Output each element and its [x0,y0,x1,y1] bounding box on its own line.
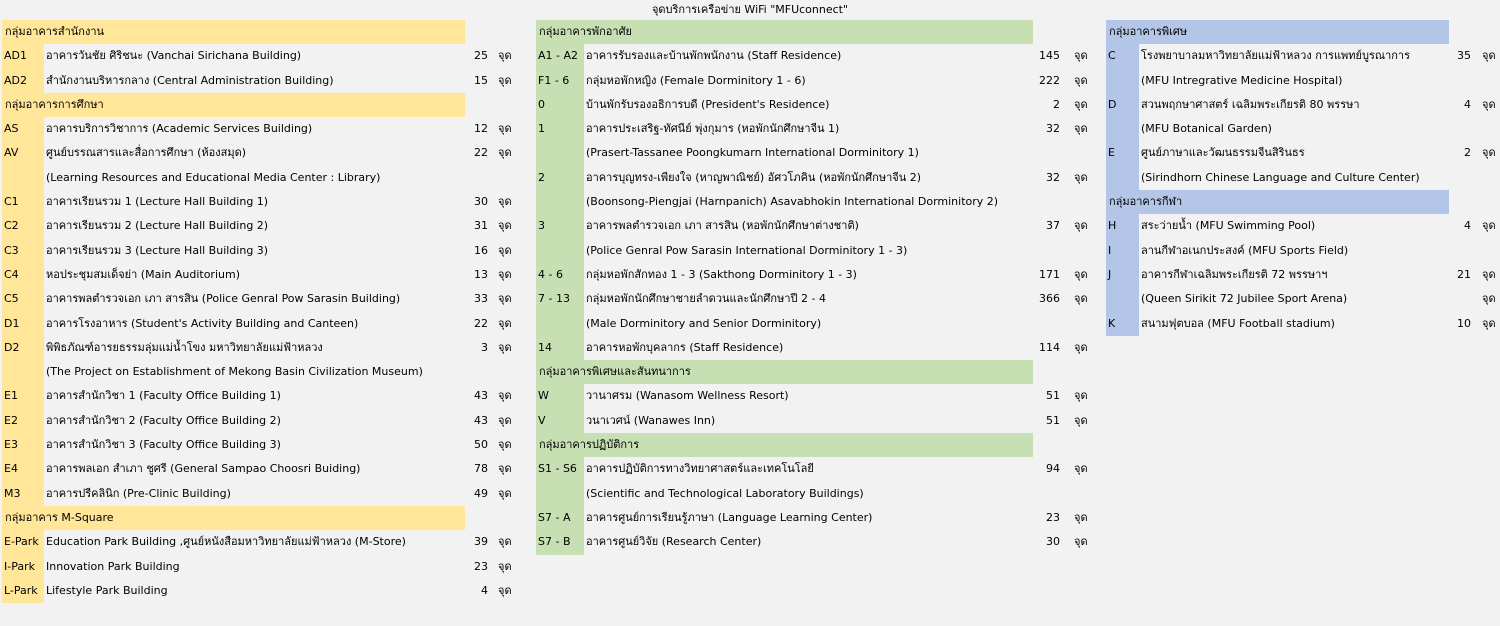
access-point-count: 35 [1457,49,1471,63]
group-header-label: กลุ่มอาคารปฏิบัติการ [536,433,1033,457]
access-point-count [442,360,488,384]
building-name: (MFU Intregrative Medicine Hospital) [1141,73,1343,87]
access-point-count: 22 [474,316,488,330]
access-point-count: 3 [481,340,488,354]
unit-label: จุด [498,49,512,63]
access-point-count: 30 [474,195,488,209]
building-code: AD2 [2,69,44,93]
unit-label: จุด [498,535,512,549]
building-code [536,141,584,165]
access-point-count: 4 [481,583,488,597]
access-point-count: 4 [1464,219,1471,233]
building-name: (Learning Resources and Educational Media Center : Library) [46,170,381,184]
building-name: อาคารสำนักวิชา 1 (Faculty Office Building 1) [46,389,281,403]
unit-label: จุด [1074,122,1088,136]
unit-label: จุด [1074,170,1088,184]
unit-label: จุด [1074,535,1088,549]
building-name: อาคารพลเอก สำเภา ชูศรี (General Sampao Choosri Buiding) [46,462,361,476]
building-code: C4 [2,263,44,287]
unit-label: จุด [1482,316,1496,330]
access-point-count: 32 [1046,170,1060,184]
building-code [2,166,44,190]
group-header-label: กลุ่มอาคารพักอาศัย [536,20,1033,44]
building-name: โรงพยาบาลมหาวิทยาลัยแม่ฟ้าหลวง การแพทย์บูรณาการ [1141,49,1411,63]
building-code: E2 [2,409,44,433]
access-point-count: 13 [474,267,488,281]
building-code [1106,287,1139,311]
access-point-count: 39 [474,535,488,549]
building-name: (Male Dorminitory and Senior Dorminitory) [586,316,822,330]
building-name: อาคารพลตำรวจเอก เภา สารสิน (Police Genral Pow Sarasin Building) [46,292,401,306]
building-code: C1 [2,190,44,214]
building-code: K [1106,312,1139,336]
building-name: อาคารเรียนรวม 2 (Lecture Hall Building 2) [46,219,269,233]
access-point-count: 145 [1039,49,1060,63]
building-code: D [1106,93,1139,117]
building-name: (Sirindhorn Chinese Language and Culture Center) [1141,170,1420,184]
building-name: วนาเวศน์ (Wanawes Inn) [586,413,716,427]
building-name: อาคารบริการวิชาการ (Academic Services Building) [46,122,313,136]
unit-label: จุด [1482,267,1496,281]
access-point-count: 51 [1046,413,1060,427]
building-code: AS [2,117,44,141]
building-name: Lifestyle Park Building [46,583,168,597]
building-code: AV [2,141,44,165]
building-code [536,239,584,263]
building-name: ศูนย์ภาษาและวัฒนธรรมจีนสิรินธร [1141,146,1305,160]
building-code: W [536,384,584,408]
building-code: S1 - S6 [536,457,584,481]
building-code [1106,166,1139,190]
page-title: จุดบริการเครือข่าย WiFi "MFUconnect" [651,3,849,16]
unit-label: จุด [1074,340,1088,354]
access-point-count [1016,312,1060,336]
access-point-count: 25 [474,49,488,63]
building-name: (Police Genral Pow Sarasin International Dorminitory 1 - 3) [586,243,908,257]
building-name: อาคารบุญทรง-เพียงใจ (หาญพาณิชย์) อัศวโภคิน (หอพักนักศึกษาจีน 2) [586,170,922,184]
access-point-count: 222 [1039,73,1060,87]
access-point-count [1016,141,1060,165]
unit-label: จุด [498,267,512,281]
unit-label: จุด [498,219,512,233]
building-name: อาคารรับรองและบ้านพักพนักงาน (Staff Residence) [586,49,842,63]
building-name: (The Project on Establishment of Mekong Basin Civilization Museum) [46,365,423,379]
building-code: 0 [536,93,584,117]
building-code: E [1106,141,1139,165]
building-name: Education Park Building ,ศูนย์หนังสือมหาวิทยาลัยแม่ฟ้าหลวง (M-Store) [46,535,406,549]
building-name: สวนพฤกษาศาสตร์ เฉลิมพระเกียรติ 80 พรรษา [1141,97,1360,111]
access-point-count: 171 [1039,267,1060,281]
access-point-count: 23 [1046,510,1060,524]
access-point-count: 15 [474,73,488,87]
access-point-count: 114 [1039,340,1060,354]
building-code: E-Park [2,530,44,554]
building-name: อาคารประเสริฐ-ทัศนีย์ พุ่งกุมาร (หอพักนักศึกษาจีน 1) [586,122,840,136]
access-point-count: 33 [474,292,488,306]
building-code: I [1106,239,1139,263]
building-code: F1 - 6 [536,69,584,93]
building-name: อาคารปรีคลินิก (Pre-Clinic Building) [46,486,231,500]
building-code: L-Park [2,579,44,603]
unit-label: จุด [1074,510,1088,524]
unit-label: จุด [498,438,512,452]
unit-label: จุด [498,146,512,160]
access-point-count: 2 [1053,97,1060,111]
building-code: 2 [536,166,584,190]
building-code: D2 [2,336,44,360]
access-point-count: 22 [474,146,488,160]
access-point-count [1436,239,1471,263]
unit-label: จุด [498,292,512,306]
building-code: E1 [2,384,44,408]
building-code: S7 - A [536,506,584,530]
access-point-count: 10 [1457,316,1471,330]
building-code: H [1106,214,1139,238]
building-name: อาคารเรียนรวม 1 (Lecture Hall Building 1) [46,195,269,209]
building-code: C [1106,44,1139,68]
unit-label: จุด [1074,462,1088,476]
unit-label: จุด [498,413,512,427]
group-header-label: กลุ่มอาคารกีฬา [1106,190,1449,214]
building-code [536,482,584,506]
building-name: ลานกีฬาอเนกประสงค์ (MFU Sports Field) [1141,243,1349,257]
unit-label: จุด [498,195,512,209]
building-name: อาคารกีฬาเฉลิมพระเกียรติ 72 พรรษาฯ [1141,267,1328,281]
group-header-label: กลุ่มอาคารสำนักงาน [2,20,465,44]
building-name: อาคารพลตำรวจเอก เภา สารสิน (หอพักนักศึกษาต่างชาติ) [586,219,859,233]
unit-label: จุด [1074,267,1088,281]
building-name: กลุ่มหอพักสักทอง 1 - 3 (Sakthong Dorminitory 1 - 3) [586,267,857,281]
unit-label: จุด [1074,413,1088,427]
unit-label: จุด [498,316,512,330]
access-point-count: 16 [474,243,488,257]
access-point-count: 12 [474,122,488,136]
access-point-count: 30 [1046,535,1060,549]
building-code: E4 [2,457,44,481]
unit-label: จุด [498,243,512,257]
building-name: อาคารโรงอาหาร (Student's Activity Building and Canteen) [46,316,359,330]
building-name: สนามฟุตบอล (MFU Football stadium) [1141,316,1335,330]
unit-label: จุด [1482,219,1496,233]
unit-label: จุด [498,122,512,136]
unit-label: จุด [1074,73,1088,87]
access-point-count: 43 [474,413,488,427]
access-point-count: 43 [474,389,488,403]
building-code: V [536,409,584,433]
access-point-count [1436,69,1471,93]
unit-label: จุด [1074,389,1088,403]
building-name: อาคารศูนย์วิจัย (Research Center) [586,535,762,549]
group-header-label: กลุ่มอาคารพิเศษและสันทนาการ [536,360,1033,384]
access-point-count [1436,287,1471,311]
unit-label: จุด [1482,292,1496,306]
unit-label: จุด [1074,97,1088,111]
building-name: (Boonsong-Piengjai (Harnpanich) Asavabhokin International Dorminitory 2) [586,195,999,209]
building-name: กลุ่มหอพักหญิง (Female Dorminitory 1 - 6) [586,73,806,87]
building-code: C2 [2,214,44,238]
unit-label: จุด [1482,146,1496,160]
building-code [2,360,44,384]
building-code: 4 - 6 [536,263,584,287]
access-point-count: 2 [1464,146,1471,160]
access-point-count: 51 [1046,389,1060,403]
access-point-count: 94 [1046,462,1060,476]
building-code: I-Park [2,555,44,579]
building-code: S7 - B [536,530,584,554]
building-name: (Queen Sirikit 72 Jubilee Sport Arena) [1141,292,1348,306]
building-code: D1 [2,312,44,336]
building-name: สำนักงานบริหารกลาง (Central Administration Building) [46,73,334,87]
unit-label: จุด [498,559,512,573]
unit-label: จุด [498,340,512,354]
access-point-count [1436,117,1471,141]
building-code: 3 [536,214,584,238]
building-code: 14 [536,336,584,360]
access-point-count: 49 [474,486,488,500]
building-code: 7 - 13 [536,287,584,311]
unit-label: จุด [1482,97,1496,111]
building-name: อาคารศูนย์การเรียนรู้ภาษา (Language Learning Center) [586,510,873,524]
access-point-count [442,166,488,190]
building-name: Innovation Park Building [46,559,180,573]
building-code: AD1 [2,44,44,68]
building-name: วานาศรม (Wanasom Wellness Resort) [586,389,789,403]
building-code [1106,117,1139,141]
unit-label: จุด [1074,292,1088,306]
building-code: J [1106,263,1139,287]
building-code [1106,69,1139,93]
group-header-label: กลุ่มอาคาร M-Square [2,506,465,530]
group-header-label: กลุ่มอาคารการศึกษา [2,93,465,117]
unit-label: จุด [498,73,512,87]
building-name: พิพิธภัณฑ์อารยธรรมลุ่มแม่น้ำโขง มหาวิทยาลัยแม่ฟ้าหลวง [46,340,323,354]
access-point-count [1016,482,1060,506]
building-name: อาคารวันชัย ศิริชนะ (Vanchai Sirichana Building) [46,49,302,63]
building-name: หอประชุมสมเด็จย่า (Main Auditorium) [46,267,240,281]
building-name: อาคารสำนักวิชา 2 (Faculty Office Building 2) [46,413,281,427]
building-code: C5 [2,287,44,311]
access-point-count [1436,166,1471,190]
unit-label: จุด [498,389,512,403]
building-code [536,190,584,214]
unit-label: จุด [498,583,512,597]
access-point-count: 23 [474,559,488,573]
building-name: อาคารหอพักบุคลากร (Staff Residence) [586,340,784,354]
access-point-count: 78 [474,462,488,476]
access-point-count: 21 [1457,267,1471,281]
building-name: (MFU Botanical Garden) [1141,122,1272,136]
building-name: (Prasert-Tassanee Poongkumarn International Dorminitory 1) [586,146,919,160]
group-header-label: กลุ่มอาคารพิเศษ [1106,20,1449,44]
unit-label: จุด [1074,49,1088,63]
access-point-count [1016,239,1060,263]
building-code [536,312,584,336]
building-code: E3 [2,433,44,457]
building-code: A1 - A2 [536,44,584,68]
building-name: อาคารปฏิบัติการทางวิทยาศาสตร์และเทคโนโลยี [586,462,814,476]
access-point-count: 37 [1046,219,1060,233]
access-point-count [1016,190,1060,214]
access-point-count: 4 [1464,97,1471,111]
access-point-count: 366 [1039,292,1060,306]
building-name: อาคารเรียนรวม 3 (Lecture Hall Building 3) [46,243,269,257]
unit-label: จุด [1074,219,1088,233]
unit-label: จุด [498,486,512,500]
unit-label: จุด [498,462,512,476]
building-name: กลุ่มหอพักนักศึกษาชายลำดวนและนักศึกษาปี 2 - 4 [586,292,826,306]
unit-label: จุด [1482,49,1496,63]
building-name: (Scientific and Technological Laboratory Buildings) [586,486,864,500]
access-point-count: 32 [1046,122,1060,136]
building-name: สระว่ายน้ำ (MFU Swimming Pool) [1141,219,1316,233]
access-point-count: 31 [474,219,488,233]
building-code: C3 [2,239,44,263]
building-name: บ้านพักรับรองอธิการบดี (President's Residence) [586,97,830,111]
building-code: 1 [536,117,584,141]
building-name: ศูนย์บรรณสารและสื่อการศึกษา (ห้องสมุด) [46,146,247,160]
building-code: M3 [2,482,44,506]
access-point-count: 50 [474,438,488,452]
building-name: อาคารสำนักวิชา 3 (Faculty Office Building 3) [46,438,281,452]
